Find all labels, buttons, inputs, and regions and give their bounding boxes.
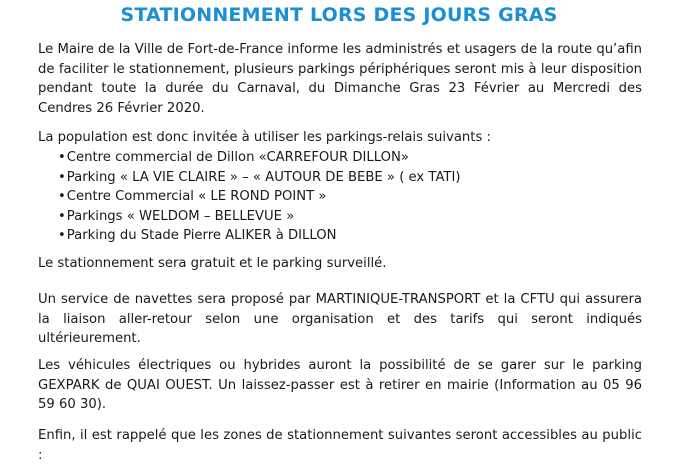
invitation-paragraph: La population est donc invitée à utiliser les parkings-relais suivants :: [38, 130, 491, 145]
parking-item-label: Centre commercial de Dillon «CARREFOUR DILLON»: [66, 150, 409, 165]
electric-vehicles-paragraph: Les véhicules électriques ou hybrides auront la possibilité de se garer sur le parking GEXPARK de QUAI OUEST. Un laissez-passer est à retirer en mairie (Information au 05 96 59 60 30).: [38, 358, 642, 412]
bullet-icon: •: [58, 208, 66, 224]
parking-item-label: Centre Commercial « LE ROND POINT »: [66, 189, 327, 204]
parking-item-label: Parking du Stade Pierre ALIKER à DILLON: [66, 228, 337, 243]
page-title: STATIONNEMENT LORS DES JOURS GRAS: [120, 4, 558, 26]
bullet-icon: •: [58, 189, 66, 204]
free-parking-paragraph: Le stationnement sera gratuit et le parking surveillé.: [38, 256, 387, 271]
list-item: [58, 226, 618, 246]
list-item: [58, 168, 618, 188]
bullet-icon: •: [58, 150, 66, 165]
list-item: [58, 148, 618, 168]
parking-item-label: Parking « LA VIE CLAIRE » – « AUTOUR DE BEBE » ( ex TATI): [66, 169, 461, 185]
closing-paragraph: Enfin, il est rappelé que les zones de stationnement suivantes seront accessibles au public :: [38, 428, 642, 463]
list-item: [58, 187, 618, 207]
bullet-icon: •: [58, 169, 66, 185]
parking-item-label: Parkings « WELDOM – BELLEVUE »: [66, 208, 295, 224]
bullet-icon: •: [58, 228, 66, 243]
list-item: [58, 207, 618, 227]
intro-paragraph: Le Maire de la Ville de Fort-de-France informe les administrés et usagers de la route qu’afin de faciliter le stationnement, plusieurs parkings périphériques seront mis à leur disposition pendant toute la durée du Carnaval, du Dimanche Gras 23 Février au Mercredi des Cendres 26 Février 2020.: [38, 42, 642, 116]
shuttle-paragraph: Un service de navettes sera proposé par MARTINIQUE-TRANSPORT et la CFTU qui assurera la liaison aller-retour selon une organisation et des tarifs qui seront indiqués ultérieurement.: [38, 292, 642, 346]
parking-list: [58, 148, 618, 246]
